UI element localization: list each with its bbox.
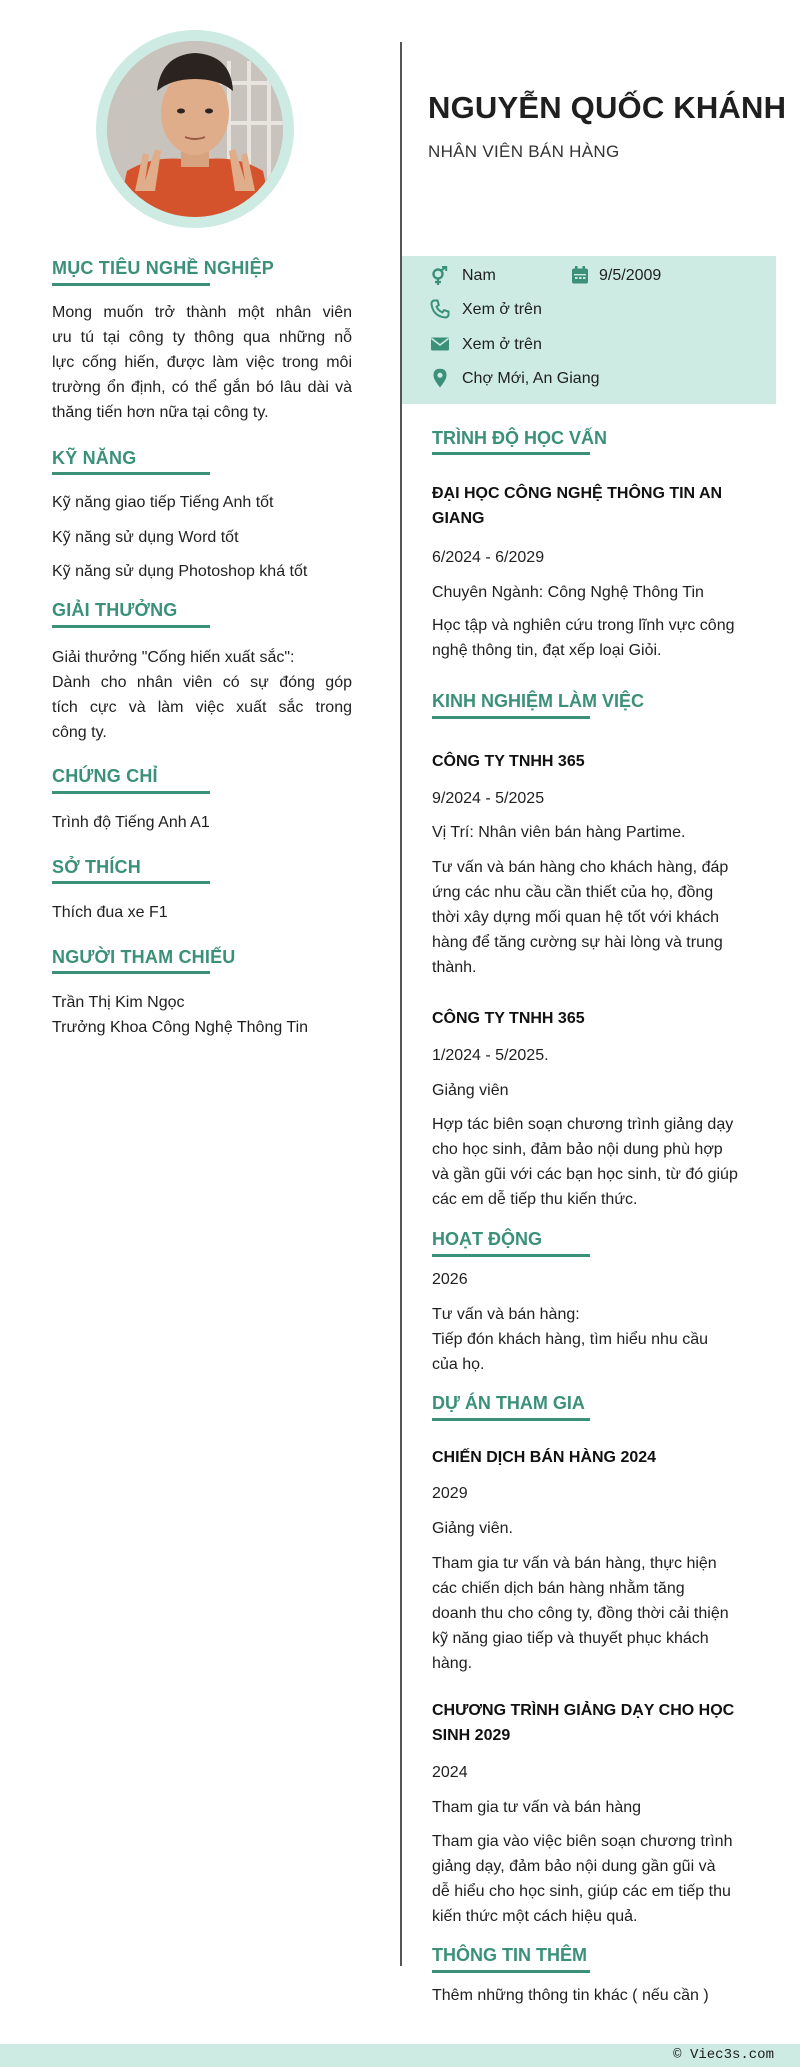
certificate-item: Trình độ Tiếng Anh A1	[52, 814, 210, 831]
awards-line: công ty.	[52, 724, 107, 741]
job-desc-line: ứng các nhu cầu cần thiết của họ, đồng	[432, 884, 714, 901]
activities-line: Tư vấn và bán hàng:	[432, 1306, 580, 1323]
gender-icon	[430, 266, 450, 286]
project-desc-line: các chiến dịch bán hàng nhằm tăng	[432, 1580, 685, 1597]
objective-text	[52, 300, 352, 425]
project-year: 2024	[432, 1764, 468, 1781]
job-desc-line: và gần gũi với các bạn học sinh, từ đó giúp	[432, 1166, 738, 1183]
project-desc-line: hàng.	[432, 1655, 473, 1672]
activities-title: HOẠT ĐỘNG	[432, 1229, 542, 1249]
footer-bar	[0, 2044, 800, 2067]
avatar-frame	[96, 30, 294, 228]
objective-title: MỤC TIÊU NGHỀ NGHIỆP	[52, 258, 275, 278]
project-description	[432, 1829, 758, 1929]
education-major: Chuyên Ngành: Công Nghệ Thông Tin	[432, 584, 704, 601]
objective-line: trường ổn định, có thể gắn bó lâu dài và	[52, 379, 352, 396]
activities-line: Tiếp đón khách hàng, tìm hiểu nhu cầu	[432, 1331, 709, 1348]
awards-line: tích cực và làm việc xuất sắc trong	[52, 699, 352, 716]
more-info-underline	[432, 1970, 590, 1973]
project-desc-line: doanh thu cho công ty, đồng thời cải thiện	[432, 1605, 729, 1622]
project-name-line: SINH 2029	[432, 1727, 511, 1744]
experience-underline	[432, 716, 590, 719]
phone-value: Xem ở trên	[462, 301, 542, 318]
address-value: Chợ Mới, An Giang	[462, 370, 600, 387]
hobbies-underline	[52, 881, 210, 884]
project-name	[432, 1698, 758, 1748]
email-value: Xem ở trên	[462, 336, 542, 353]
skills-title: KỸ NĂNG	[52, 448, 137, 468]
education-period: 6/2024 - 6/2029	[432, 549, 545, 566]
job-desc-line: Tư vấn và bán hàng cho khách hàng, đáp	[432, 859, 729, 876]
project-year: 2029	[432, 1485, 468, 1502]
school-name-line: GIANG	[432, 510, 485, 527]
person-name: NGUYỄN QUỐC KHÁNH	[428, 90, 787, 125]
job-desc-line: thành.	[432, 959, 477, 976]
project-desc-line: giảng dạy, đảm bảo nội dung gần gũi và	[432, 1858, 716, 1875]
awards-title: GIẢI THƯỞNG	[52, 600, 178, 620]
job-desc-line: Hợp tác biên soạn chương trình giảng dạy	[432, 1116, 734, 1133]
hobby-item: Thích đua xe F1	[52, 904, 168, 921]
awards-underline	[52, 625, 210, 628]
birthday-value: 9/5/2009	[599, 267, 662, 284]
awards-line: Dành cho nhân viên có sự đóng góp	[52, 674, 352, 691]
job-position: Vị Trí: Nhân viên bán hàng Partime.	[432, 824, 686, 841]
phone-icon	[430, 299, 450, 319]
project-desc-line: kỹ năng giao tiếp và thuyết phục khách	[432, 1630, 709, 1647]
education-desc-line: Học tập và nghiên cứu trong lĩnh vực công	[432, 617, 735, 634]
project-desc-line: dễ hiểu cho học sinh, giúp các em tiếp thu	[432, 1883, 731, 1900]
awards-line: Giải thưởng "Cống hiến xuất sắc":	[52, 649, 295, 666]
project-role: Tham gia tư vấn và bán hàng	[432, 1799, 642, 1816]
education-desc-line: nghệ thông tin, đạt xếp loại Giỏi.	[432, 642, 662, 659]
education-underline	[432, 452, 590, 455]
contact-panel	[402, 256, 776, 404]
job-description	[432, 855, 758, 980]
references-title: NGƯỜI THAM CHIẾU	[52, 947, 236, 967]
project-desc-line: kiến thức một cách hiệu quả.	[432, 1908, 638, 1925]
job-position: Giảng viên	[432, 1082, 509, 1099]
job-company: CÔNG TY TNHH 365	[432, 753, 585, 770]
job-desc-line: cho học sinh, đảm bảo nội dung phù hợp	[432, 1141, 723, 1158]
envelope-icon	[430, 334, 450, 354]
activities-year: 2026	[432, 1271, 468, 1288]
objective-line: Mong muốn trở thành một nhân viên	[52, 304, 352, 321]
certificates-underline	[52, 791, 210, 794]
objective-line: ưu tú tại công ty thông qua những nỗ	[52, 329, 352, 346]
gender-value: Nam	[462, 267, 496, 284]
more-info-title: THÔNG TIN THÊM	[432, 1945, 587, 1965]
more-info-text: Thêm những thông tin khác ( nếu cần )	[432, 1987, 709, 2004]
experience-title: KINH NGHIỆM LÀM VIỆC	[432, 691, 645, 711]
project-role: Giảng viên.	[432, 1520, 513, 1537]
skills-underline	[52, 472, 210, 475]
projects-underline	[432, 1418, 590, 1421]
job-description	[432, 1112, 758, 1212]
education-title: TRÌNH ĐỘ HỌC VẤN	[432, 428, 607, 448]
objective-underline	[52, 283, 210, 286]
project-name: CHIẾN DỊCH BÁN HÀNG 2024	[432, 1449, 657, 1466]
skill-item: Kỹ năng giao tiếp Tiếng Anh tốt	[52, 494, 274, 511]
project-desc-line: Tham gia tư vấn và bán hàng, thực hiện	[432, 1555, 717, 1572]
school-name	[432, 481, 758, 531]
objective-line: thăng tiến hơn nữa tại công ty.	[52, 404, 269, 421]
skill-item: Kỹ năng sử dụng Word tốt	[52, 529, 239, 546]
projects-title: DỰ ÁN THAM GIA	[432, 1393, 585, 1413]
activities-underline	[432, 1254, 590, 1257]
project-name-line: CHƯƠNG TRÌNH GIẢNG DẠY CHO HỌC	[432, 1702, 735, 1719]
calendar-icon	[570, 265, 590, 285]
map-pin-icon	[430, 368, 450, 388]
education-description	[432, 613, 758, 663]
activities-description	[432, 1302, 758, 1377]
reference-position: Trưởng Khoa Công Nghệ Thông Tin	[52, 1019, 309, 1036]
job-period: 9/2024 - 5/2025	[432, 790, 545, 807]
job-period: 1/2024 - 5/2025.	[432, 1047, 549, 1064]
job-desc-line: các em dễ tiếp thu kiến thức.	[432, 1191, 638, 1208]
project-desc-line: Tham gia vào việc biên soạn chương trình	[432, 1833, 733, 1850]
job-title: NHÂN VIÊN BÁN HÀNG	[428, 142, 620, 161]
awards-text	[52, 645, 352, 745]
project-description	[432, 1551, 758, 1676]
watermark: © Viec3s.com	[673, 2047, 774, 2063]
reference-name: Trần Thị Kim Ngọc	[52, 994, 185, 1011]
job-desc-line: hàng để tăng cường sự hài lòng và trung	[432, 934, 723, 951]
references-underline	[52, 971, 210, 974]
objective-line: lực cống hiến, được làm việc trong môi	[52, 354, 352, 371]
avatar	[107, 41, 283, 217]
job-desc-line: thời xây dựng mối quan hệ tốt với khách	[432, 909, 719, 926]
activities-line: của họ.	[432, 1356, 485, 1373]
school-name-line: ĐẠI HỌC CÔNG NGHỆ THÔNG TIN AN	[432, 485, 723, 502]
certificates-title: CHỨNG CHỈ	[52, 766, 158, 786]
job-company: CÔNG TY TNHH 365	[432, 1010, 585, 1027]
skill-item: Kỹ năng sử dụng Photoshop khá tốt	[52, 563, 308, 580]
hobbies-title: SỞ THÍCH	[52, 857, 141, 877]
